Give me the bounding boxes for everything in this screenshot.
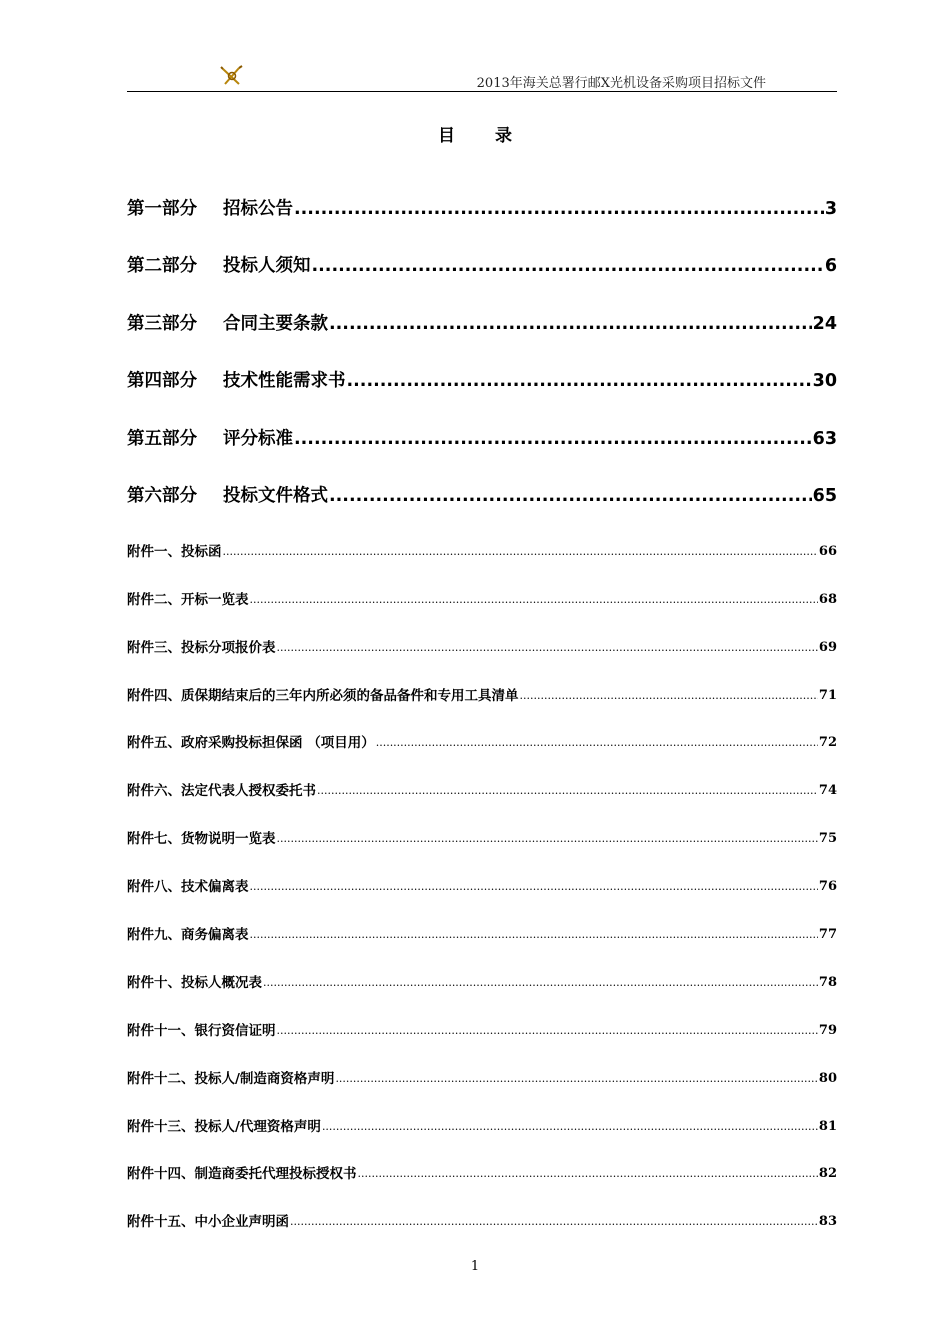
page-number: 65: [812, 486, 837, 506]
customs-emblem-icon: [220, 64, 244, 88]
toc-attachment-8[interactable]: [127, 850, 837, 898]
toc-attachment-6[interactable]: [127, 754, 837, 802]
toc-part-3[interactable]: [127, 285, 837, 343]
page-number: 78: [818, 974, 837, 990]
dot-leader: [312, 247, 824, 285]
attachment-title: 附件四、质保期结束后的三年内所必须的备品备件和专用工具清单: [127, 687, 519, 704]
toc-attachment-1[interactable]: [127, 515, 837, 563]
attachment-title: 附件九、商务偏离表: [127, 927, 249, 944]
toc-part-2[interactable]: [127, 228, 837, 286]
dot-leader: [250, 924, 818, 946]
attachment-title: 附件十四、制造商委托代理投标授权书: [127, 1166, 357, 1183]
page-number: 71: [818, 687, 837, 703]
dot-leader: [335, 1068, 817, 1090]
part-number: 第六部分: [127, 486, 197, 506]
attachment-title: 附件三、投标分项报价表: [127, 639, 276, 656]
page-number: 83: [818, 1214, 837, 1230]
part-number: 第三部分: [127, 313, 197, 334]
part-title: 投标文件格式: [223, 486, 328, 506]
dot-leader: [322, 1116, 818, 1138]
toc-attachment-10[interactable]: [127, 946, 837, 994]
dot-leader: [329, 477, 812, 515]
page-number: 69: [818, 639, 837, 655]
part-title: 投标人须知: [223, 256, 311, 276]
dot-leader: [277, 637, 818, 659]
dot-leader: [263, 972, 818, 994]
dot-leader: [317, 780, 818, 802]
toc-attachment-15[interactable]: [127, 1185, 837, 1233]
toc-attachment-13[interactable]: [127, 1090, 837, 1138]
page-number: 75: [818, 831, 837, 847]
dot-leader: [277, 1020, 818, 1042]
attachment-title: 附件五、政府采购投标担保函 （项目用）: [127, 735, 375, 752]
attachment-title: 附件十五、中小企业声明函: [127, 1214, 289, 1231]
dot-leader: [223, 541, 818, 563]
dot-leader: [277, 828, 818, 850]
toc-heading: 目录: [438, 126, 552, 146]
toc-part-4[interactable]: [127, 343, 837, 401]
dot-leader: [329, 305, 812, 343]
page-number: 77: [818, 927, 837, 943]
dot-leader: [290, 1211, 818, 1233]
dot-leader: [520, 685, 818, 707]
page-number: 79: [818, 1022, 837, 1038]
attachment-title: 附件二、开标一览表: [127, 591, 249, 608]
page-number: 82: [818, 1166, 837, 1182]
page-number: 3: [824, 198, 837, 219]
attachment-title: 附件七、货物说明一览表: [127, 831, 276, 848]
page-number: 81: [818, 1118, 837, 1134]
dot-leader: [294, 420, 812, 458]
dot-leader: [358, 1163, 818, 1185]
attachment-title: 附件十、投标人概况表: [127, 974, 262, 991]
part-number: 第五部分: [127, 428, 197, 449]
dot-leader: [250, 876, 818, 898]
part-title: 技术性能需求书: [223, 371, 346, 391]
page-number: 63: [812, 428, 837, 449]
toc-attachment-11[interactable]: [127, 994, 837, 1042]
part-title: 合同主要条款: [223, 313, 328, 334]
part-title: 评分标准: [223, 428, 293, 449]
page-number: 30: [812, 371, 837, 391]
page-number: 76: [818, 879, 837, 895]
attachment-title: 附件六、法定代表人授权委托书: [127, 783, 316, 800]
page-number: 68: [818, 591, 837, 607]
toc-part-1[interactable]: [127, 170, 837, 228]
attachment-title: 附件十一、银行资信证明: [127, 1022, 276, 1039]
page-number: 24: [812, 313, 837, 334]
attachment-title: 附件十三、投标人/代理资格声明: [127, 1118, 321, 1135]
toc-attachment-4[interactable]: [127, 659, 837, 707]
document-header-title: 2013年海关总署行邮X光机设备采购项目招标文件: [476, 76, 766, 91]
page-header: [127, 62, 837, 92]
toc-attachment-12[interactable]: [127, 1042, 837, 1090]
page-number: 6: [824, 256, 837, 276]
page-number: 80: [818, 1070, 837, 1086]
toc-attachment-5[interactable]: [127, 707, 837, 755]
toc-part-6[interactable]: [127, 458, 837, 516]
part-number: 第四部分: [127, 371, 197, 391]
table-of-contents: [127, 170, 837, 1233]
dot-leader: [376, 732, 818, 754]
toc-part-5[interactable]: [127, 400, 837, 458]
part-title: 招标公告: [223, 198, 293, 219]
toc-attachment-14[interactable]: [127, 1138, 837, 1186]
dot-leader: [347, 362, 812, 400]
page-footer-number: 1: [470, 1259, 480, 1274]
dot-leader: [294, 190, 824, 228]
part-number: 第一部分: [127, 198, 197, 219]
toc-attachment-7[interactable]: [127, 802, 837, 850]
page-number: 66: [818, 543, 837, 559]
toc-attachment-2[interactable]: [127, 563, 837, 611]
dot-leader: [250, 589, 818, 611]
attachment-title: 附件八、技术偏离表: [127, 879, 249, 896]
page-number: 74: [818, 783, 837, 799]
toc-attachment-9[interactable]: [127, 898, 837, 946]
attachment-title: 附件一、投标函: [127, 543, 222, 560]
page-number: 72: [818, 735, 837, 751]
toc-attachment-3[interactable]: [127, 611, 837, 659]
attachment-title: 附件十二、投标人/制造商资格声明: [127, 1070, 335, 1087]
part-number: 第二部分: [127, 256, 197, 276]
